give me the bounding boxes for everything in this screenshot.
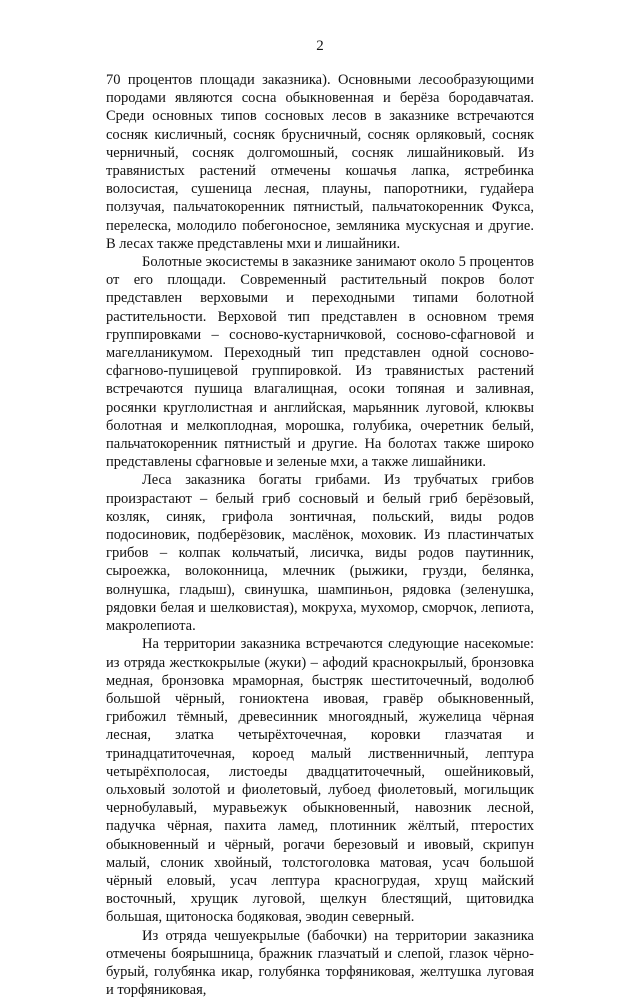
document-body bbox=[106, 71, 534, 999]
paragraph-bogs: Болотные экосистемы в заказнике занимают около 5 процентов от его площади. Современный растительный покров болот представлен верховыми и переходными типами болотной растительности. Верховой тип представлен в основном тремя группировками – сосново-кустарничковой, сосново-сфагновой и магелланикумом. Переходный тип представлен одной сосново-сфагново-пушицевой группировкой. Из травянистых растений встречаются пушица влагалищная, осоки топяная и заливная, росянки круглолистная и английская, марьянник луговой, клюквы болотная и мелкоплодная, морошка, голубика, очеретник белый, пальчатокоренник пятнистый и другие. На болотах также широко представлены сфагновые и зеленые мхи, а также лишайники. bbox=[106, 254, 534, 471]
paragraph-forests: 70 процентов площади заказника). Основными лесообразующими породами являются сосна обыкновенная и берёза бородавчатая. Среди основных типов сосновых лесов в заказнике встречаются сосняк кисличный, сосняк брусничный, сосняк орляковый, сосняк черничный, сосняк долгомошный, сосняк лишайниковый. Из травянистых растений отмечены кошачья лапка, ястребинка волосистая, сушеница лесная, плауны, папоротники, гудайера ползучая, пальчатокоренник пятнистый, пальчатокоренник Фукса, перелеска, молодило побегоносное, земляника мускусная и другие. В лесах также представлены мхи и лишайники. bbox=[106, 72, 534, 252]
paragraph-beetles: На территории заказника встречаются следующие насекомые: из отряда жесткокрылые (жуки) – афодий краснокрылый, бронзовка медная, бронзовка мраморная, быстряк шеститочечный, водолюб большой чёрный, гониоктена ивовая, гравёр обыкновенный, грибожил тёмный, древесинник многоядный, жужелица чёрная лесная, златка четырёхточечная, коровки глазчатая и тринадцатиточечная, короед малый лиственничный, лептура четырёхполосая, листоеды двадцатиточечный, ошейниковый, ольховый золотой и фиолетовый, лубоед фиолетовый, могильщик чернобулавый, муравьежук обыкновенный, навозник лесной, падучка чёрная, пахита ламед, плотинник жёлтый, птеростих обыкновенный и чёрный, рогачи березовый и ивовый, скрипун малый, слоник хвойный, толстоголовка матовая, усач большой чёрный еловый, усач лептура красногрудая, хрущ майский восточный, хрущик луговой, щелкун блестящий, щитовидка большая, щитоноска бодяковая, эводин северный. bbox=[106, 636, 534, 926]
paragraph-butterflies: Из отряда чешуекрылые (бабочки) на территории заказника отмечены боярышница, бражник глазчатый и слепой, глазок чёрно-бурый, голубянка икар, голубянка торфяниковая, желтушка луговая и торфяниковая, bbox=[106, 927, 534, 999]
paragraph-fungi: Леса заказника богаты грибами. Из трубчатых грибов произрастают – белый гриб сосновый и белый гриб берёзовый, козляк, синяк, грифола зонтичная, польский, виды родов подосиновик, подберёзовик, маслёнок, моховик. Из пластинчатых грибов – колпак кольчатый, лисичка, виды родов паутинник, сыроежка, волоконница, млечник (рыжики, грузди, белянка, волнушка, гладыш), свинушка, шампиньон, рядовка (зеленушка, рядовки белая и шелковистая), мокруха, мухомор, сморчок, лепиота, макролепиота. bbox=[106, 472, 534, 635]
page-number: 2 bbox=[316, 38, 324, 54]
